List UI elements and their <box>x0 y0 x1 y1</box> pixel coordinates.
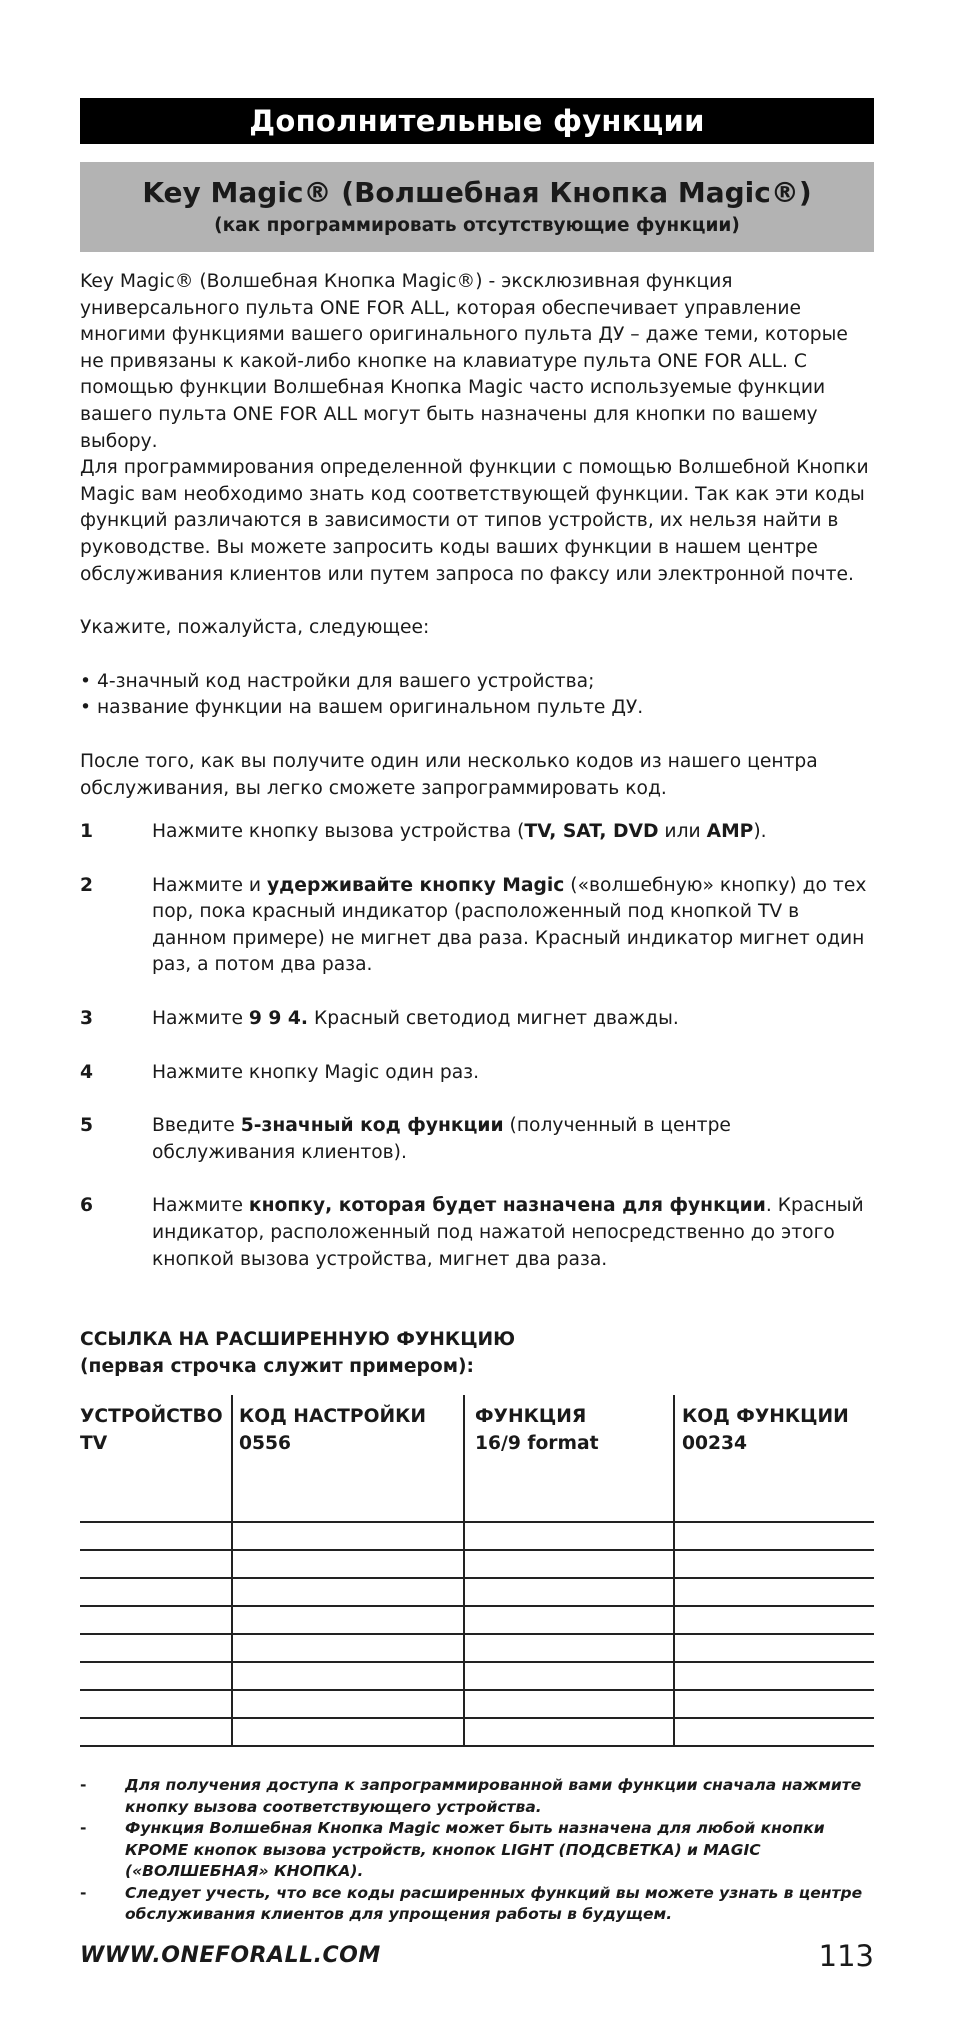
note-dash: - <box>80 1776 87 1795</box>
step-number: 4 <box>80 1061 94 1083</box>
subheading-box <box>80 162 874 252</box>
note-text: Следует учесть, что все коды расширенных функций вы можете узнать в центре обслуживания клиентов для упрощения работы в будущем. <box>125 1883 863 1924</box>
table-header-row <box>80 1395 874 1495</box>
reference-heading-line-2: (первая строчка служит примером): <box>80 1356 475 1378</box>
step-text: Нажмите кнопку Magic один раз. <box>152 1061 480 1083</box>
reference-heading <box>80 1326 874 1380</box>
reference-heading-line-1: ССЫЛКА НА РАСШИРЕННУЮ ФУНКЦИЮ <box>80 1329 516 1351</box>
intro-text <box>80 269 874 802</box>
section-title-bar <box>80 98 874 144</box>
note-item <box>80 1818 874 1883</box>
step-number: 5 <box>80 1115 94 1137</box>
notes-list <box>80 1775 874 1926</box>
section-title: Дополнительные функции <box>249 104 705 138</box>
table-row <box>80 1495 874 1522</box>
step-3 <box>80 1006 874 1033</box>
table-row <box>80 1578 874 1606</box>
step-text: Введите 5-значный код функции (полученный в центре обслуживания клиентов). <box>152 1115 731 1163</box>
note-dash: - <box>80 1819 87 1838</box>
note-item <box>80 1883 874 1926</box>
step-5 <box>80 1113 874 1166</box>
table-row <box>80 1718 874 1746</box>
steps-list <box>80 819 874 1273</box>
subheading-title: Key Magic® (Волшебная Кнопка Magic®) <box>142 176 812 209</box>
intro-paragraph-2: Для программирования определенной функции с помощью Волшебной Кнопки Magic вам необходимо знать код соответствующей функции. Так как эти коды функций различаются в зависимости от типов устройств, их нельзя найти в руководстве. Вы можете запросить коды ваших функции в нашем центре обслуживания клиентов или путем запроса по факсу или электронной почте. <box>80 457 869 585</box>
step-number: 3 <box>80 1008 94 1030</box>
table-header-cell: КОД НАСТРОЙКИ 0556 <box>232 1395 464 1495</box>
step-1 <box>80 819 874 846</box>
step-number: 6 <box>80 1195 94 1217</box>
step-2 <box>80 873 874 979</box>
bullet-item-setup-code: • 4-значный код настройки для вашего устройства; <box>80 670 595 692</box>
step-number: 1 <box>80 821 94 843</box>
table-row <box>80 1550 874 1578</box>
intro-paragraph-4: После того, как вы получите один или несколько кодов из нашего центра обслуживания, вы легко сможете запрограммировать код. <box>80 750 818 799</box>
website-url: WWW.ONEFORALL.COM <box>80 1943 381 1968</box>
page-number: 113 <box>818 1939 874 1973</box>
subheading-subtitle: (как программировать отсутствующие функции) <box>214 215 740 236</box>
table-row <box>80 1662 874 1690</box>
table-row <box>80 1522 874 1550</box>
table-header-cell: КОД ФУНКЦИИ 00234 <box>682 1406 849 1455</box>
table-row <box>80 1634 874 1662</box>
step-text: Нажмите кнопку вызова устройства (TV, SAT, DVD или AMP). <box>152 821 767 843</box>
step-text: Нажмите 9 9 4. Красный светодиод мигнет дважды. <box>152 1008 679 1030</box>
table-header-cell: УСТРОЙСТВО TV <box>80 1395 232 1495</box>
page-footer <box>80 1939 874 1975</box>
note-text: Для получения доступа к запрограммированной вами функции сначала нажмите кнопку вызова соответствующего устройства. <box>125 1776 862 1816</box>
reference-table <box>80 1395 874 1747</box>
note-text: Функция Волшебная Кнопка Magic может быть назначена для любой кнопки КРОМЕ кнопок вызова устройств, кнопок LIGHT (ПОДСВЕТКА) и MAGIC («ВОЛШЕБНАЯ» КНОПКА). <box>125 1819 825 1881</box>
note-dash: - <box>80 1883 87 1902</box>
manual-page <box>80 98 874 1926</box>
intro-paragraph-1: Key Magic® (Волшебная Кнопка Magic®) - эксклюзивная функция универсального пульта ONE FOR ALL, которая обеспечивает управление многими функциями вашего оригинального пульта ДУ – даже теми, которые не привязаны к какой-либо кнопке на клавиатуре пульта ONE FOR ALL. С помощью функции Волшебная Кнопка Magic часто используемые функции вашего пульта ONE FOR ALL могут быть назначены для кнопки по вашему выбору. <box>80 271 848 452</box>
bullet-item-function-name: • название функции на вашем оригинальном пульте ДУ. <box>80 697 644 719</box>
step-6 <box>80 1193 874 1273</box>
table-header-cell: ФУНКЦИЯ 16/9 format <box>464 1395 674 1495</box>
step-number: 2 <box>80 874 94 896</box>
table-row <box>80 1690 874 1718</box>
table-row <box>80 1606 874 1634</box>
step-4 <box>80 1060 874 1087</box>
intro-paragraph-3: Укажите, пожалуйста, следующее: <box>80 617 430 639</box>
step-text: Нажмите и удерживайте кнопку Magic («волшебную» кнопку) до тех пор, пока красный индикатор (расположенный под кнопкой TV в данном примере) не мигнет два раза. Красный индикатор мигнет один раз, а потом два раза. <box>152 874 867 976</box>
step-text: Нажмите кнопку, которая будет назначена для функции. Красный индикатор, расположенный под нажатой непосредственно до этого кнопкой вызова устройства, мигнет два раза. <box>152 1195 864 1270</box>
note-item <box>80 1775 874 1818</box>
